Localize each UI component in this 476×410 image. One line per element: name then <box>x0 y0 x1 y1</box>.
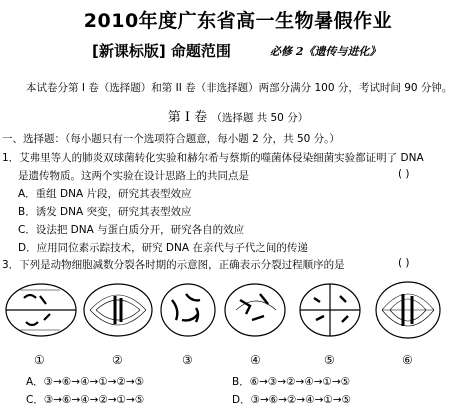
figure-label-2: ② <box>112 353 123 367</box>
question-3-option-c: C．③→⑥→④→②→①→⑤ <box>26 394 145 406</box>
question-1-stem-line2: 是遗传物质。这两个实验在设计思路上的共同点是 <box>18 170 249 182</box>
meiosis-diagrams-figure <box>0 276 476 372</box>
cell-diagram-2 <box>84 284 152 336</box>
figure-label-6: ⑥ <box>402 353 413 367</box>
section-heading: 一、选择题：（每小题只有一个选项符合题意，每小题 2 分，共 50 分。） <box>2 133 340 145</box>
cell-diagram-4 <box>225 284 285 336</box>
part-title: 第 I 卷 <box>167 110 208 125</box>
cell-diagram-1 <box>6 284 76 336</box>
cell-diagram-5 <box>300 284 360 336</box>
document-title: 2010年度广东省高一生物暑假作业 <box>83 10 393 32</box>
question-3-stem: 3．下列是动物细胞减数分裂各时期的示意图，正确表示分裂过程顺序的是 <box>2 259 345 271</box>
question-3-option-d: D．③→⑥→②→④→①→⑤ <box>232 394 352 406</box>
edition-scope: [新课标版] 命题范围 <box>92 42 231 60</box>
question-3-answer-blank: ( ) <box>398 257 410 269</box>
question-1-stem-line1: 1．艾弗里等人的肺炎双球菌转化实验和赫尔希与蔡斯的噬菌体侵染细菌实验都证明了 DNA <box>2 152 424 164</box>
part-heading <box>0 106 476 125</box>
cell-diagram-3 <box>161 284 215 336</box>
question-3-option-b: B．⑥→③→②→④→①→⑤ <box>232 376 351 388</box>
figure-label-1: ① <box>34 353 45 367</box>
figure-label-3: ③ <box>182 353 193 367</box>
scope-course: 必修 2《遗传与进化》 <box>270 45 381 58</box>
figure-label-4: ④ <box>250 353 261 367</box>
question-1-option-a: A．重组 DNA 片段，研究其表型效应 <box>18 188 192 200</box>
question-3-option-a: A．③→⑥→④→①→②→⑤ <box>26 376 145 388</box>
part-note: （选择题 共 50 分） <box>211 112 309 124</box>
cell-diagram-6 <box>376 282 440 338</box>
question-1-option-b: B．诱发 DNA 突变，研究其表型效应 <box>18 206 192 218</box>
question-1-option-d: D．应用同位素示踪技术，研究 DNA 在亲代与子代之间的传递 <box>18 242 308 254</box>
exam-info: 本试卷分第 I 卷（选择题）和第 II 卷（非选择题）两部分满分 100 分，考试时间 90 分钟。 <box>26 82 453 94</box>
question-1-option-c: C．设法把 DNA 与蛋白质分开，研究各自的效应 <box>18 224 245 236</box>
question-1-answer-blank: ( ) <box>398 168 410 180</box>
figure-label-5: ⑤ <box>324 353 335 367</box>
